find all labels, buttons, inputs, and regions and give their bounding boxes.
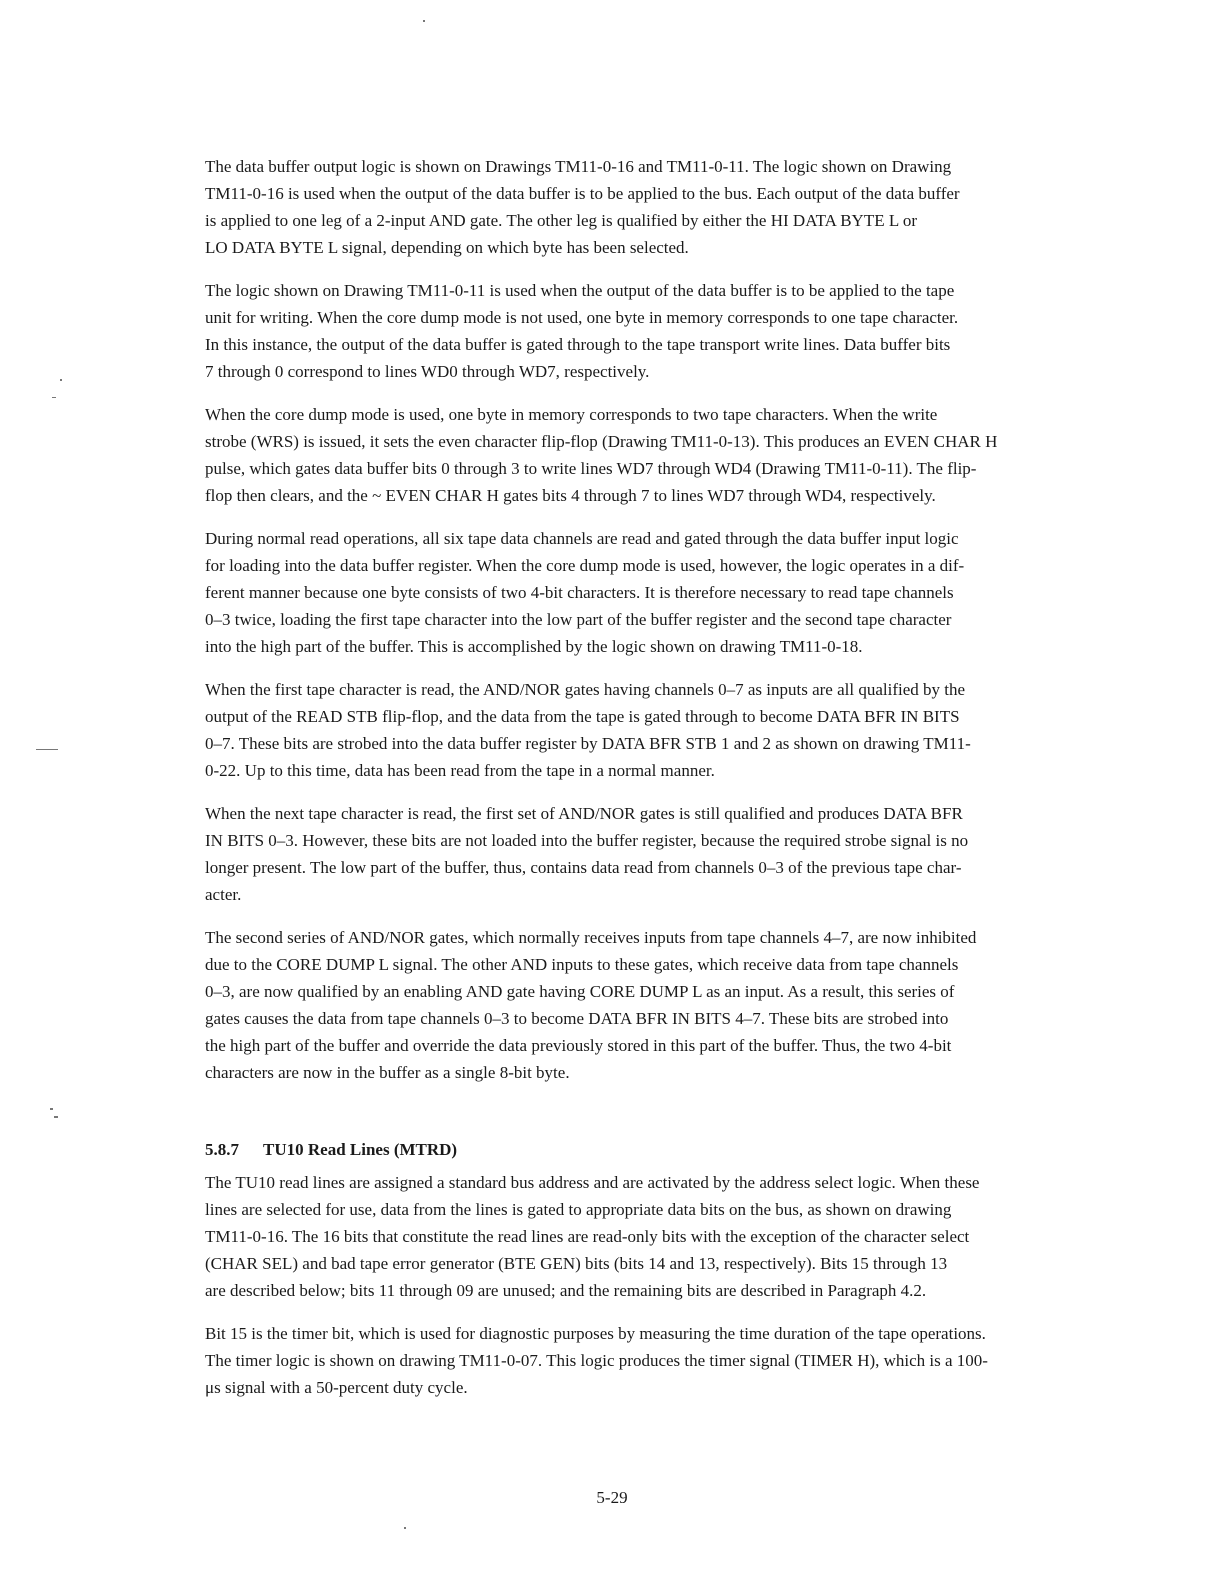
- text-line: (CHAR SEL) and bad tape error generator (BTE GEN) bits (bits 14 and 13, respectively). Bits 15 through 13: [205, 1254, 948, 1273]
- text-line: LO DATA BYTE L signal, depending on which byte has been selected.: [205, 238, 689, 257]
- text-line: The data buffer output logic is shown on Drawings TM11-0-16 and TM11-0-11. The logic shown on Drawing: [205, 157, 952, 176]
- paragraph-core-dump-write: [205, 401, 1120, 509]
- text-line: the high part of the buffer and override the data previously stored in this part of the buffer. Thus, the two 4-bit: [205, 1036, 952, 1055]
- text-line: 0–7. These bits are strobed into the data buffer register by DATA BFR STB 1 and 2 as shown on drawing TM11-: [205, 734, 971, 753]
- section-title: TU10 Read Lines (MTRD): [263, 1140, 458, 1159]
- scan-speck: [54, 1116, 58, 1118]
- text-line: During normal read operations, all six tape data channels are read and gated through the data buffer input logic: [205, 529, 959, 548]
- text-line: pulse, which gates data buffer bits 0 through 3 to write lines WD7 through WD4 (Drawing TM11-0-11). The flip-: [205, 459, 977, 478]
- text-line: Bit 15 is the timer bit, which is used for diagnostic purposes by measuring the time duration of the tape operations.: [205, 1324, 986, 1343]
- text-line: The TU10 read lines are assigned a standard bus address and are activated by the address select logic. When these: [205, 1173, 980, 1192]
- paragraph-first-character-read: [205, 676, 1120, 784]
- text-line: lines are selected for use, data from the lines is gated to appropriate data bits on the bus, as shown on drawing: [205, 1200, 952, 1219]
- text-line: When the next tape character is read, the first set of AND/NOR gates is still qualified and produces DATA BFR: [205, 804, 963, 823]
- text-line: IN BITS 0–3. However, these bits are not loaded into the buffer register, because the required strobe signal is no: [205, 831, 969, 850]
- scan-speck: [404, 1527, 406, 1529]
- text-line: characters are now in the buffer as a single 8-bit byte.: [205, 1063, 570, 1082]
- paragraph-timer-bit: [205, 1320, 1120, 1401]
- page-number: 5-29: [596, 1488, 628, 1507]
- scan-speck: [52, 397, 56, 398]
- text-line: The timer logic is shown on drawing TM11-0-07. This logic produces the timer signal (TIMER H), which is a 100-: [205, 1351, 988, 1370]
- text-line: μs signal with a 50-percent duty cycle.: [205, 1378, 468, 1397]
- text-line: output of the READ STB flip-flop, and the data from the tape is gated through to become DATA BFR IN BITS: [205, 707, 960, 726]
- text-line: due to the CORE DUMP L signal. The other AND inputs to these gates, which receive data from tape channels: [205, 955, 959, 974]
- text-line: 0–3 twice, loading the first tape character into the low part of the buffer register and the second tape character: [205, 610, 952, 629]
- text-line: into the high part of the buffer. This is accomplished by the logic shown on drawing TM11-0-18.: [205, 637, 863, 656]
- scan-speck: [36, 749, 58, 750]
- text-line: 7 through 0 correspond to lines WD0 through WD7, respectively.: [205, 362, 650, 381]
- text-line: TM11-0-16 is used when the output of the data buffer is to be applied to the bus. Each output of the data buffer: [205, 184, 960, 203]
- text-line: When the core dump mode is used, one byte in memory corresponds to two tape characters. When the write: [205, 405, 938, 424]
- paragraph-read-lines-intro: [205, 1169, 1120, 1304]
- text-line: ferent manner because one byte consists of two 4-bit characters. It is therefore necessary to read tape channels: [205, 583, 954, 602]
- text-line: longer present. The low part of the buffer, thus, contains data read from channels 0–3 of the previous tape char-: [205, 858, 962, 877]
- text-line: When the first tape character is read, the AND/NOR gates having channels 0–7 as inputs are all qualified by the: [205, 680, 966, 699]
- text-line: gates causes the data from tape channels 0–3 to become DATA BFR IN BITS 4–7. These bits are strobed into: [205, 1009, 949, 1028]
- text-line: The second series of AND/NOR gates, which normally receives inputs from tape channels 4–7, are now inhibited: [205, 928, 977, 947]
- text-line: for loading into the data buffer register. When the core dump mode is used, however, the logic operates in a dif-: [205, 556, 965, 575]
- section-heading: [205, 1136, 1120, 1163]
- paragraph-tape-write-logic: [205, 277, 1120, 385]
- text-line: unit for writing. When the core dump mode is not used, one byte in memory corresponds to one tape character.: [205, 308, 959, 327]
- text-line: 0-22. Up to this time, data has been read from the tape in a normal manner.: [205, 761, 715, 780]
- scan-speck: [423, 20, 425, 22]
- text-line: is applied to one leg of a 2-input AND gate. The other leg is qualified by either the HI DATA BYTE L or: [205, 211, 917, 230]
- text-line: strobe (WRS) is issued, it sets the even character flip-flop (Drawing TM11-0-13). This produces an EVEN CHAR H: [205, 432, 998, 451]
- paragraph-data-buffer-output: [205, 153, 1120, 261]
- text-line: are described below; bits 11 through 09 are unused; and the remaining bits are described in Paragraph 4.2.: [205, 1281, 927, 1300]
- scan-speck: [50, 1108, 53, 1110]
- text-line: flop then clears, and the ~ EVEN CHAR H gates bits 4 through 7 to lines WD7 through WD4, respectively.: [205, 486, 936, 505]
- text-line: The logic shown on Drawing TM11-0-11 is used when the output of the data buffer is to be applied to the tape: [205, 281, 955, 300]
- paragraph-normal-read: [205, 525, 1120, 660]
- scan-speck: [60, 379, 62, 381]
- text-line: 0–3, are now qualified by an enabling AND gate having CORE DUMP L as an input. As a result, this series of: [205, 982, 955, 1001]
- paragraph-next-character-read: [205, 800, 1120, 908]
- section-number: 5.8.7: [205, 1140, 239, 1159]
- paragraph-second-series-gates: [205, 924, 1120, 1086]
- text-line: TM11-0-16. The 16 bits that constitute the read lines are read-only bits with the exception of the character select: [205, 1227, 970, 1246]
- text-line: In this instance, the output of the data buffer is gated through to the tape transport write lines. Data buffer bits: [205, 335, 951, 354]
- document-body: [205, 153, 1120, 1417]
- text-line: acter.: [205, 885, 242, 904]
